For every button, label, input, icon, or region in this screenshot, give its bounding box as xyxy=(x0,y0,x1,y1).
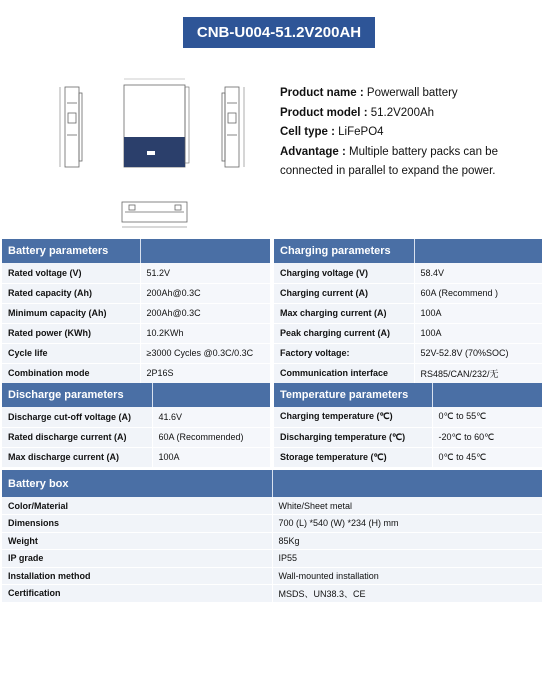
page-title-banner xyxy=(183,17,375,48)
row-value: 0℃ to 55℃ xyxy=(432,407,542,427)
row-label: Charging current (A) xyxy=(274,283,414,303)
row-label: Charging voltage (V) xyxy=(274,263,414,283)
row-value: Wall-mounted installation xyxy=(272,567,542,585)
row-label: Charging temperature (℃) xyxy=(274,407,432,427)
charging-parameters-table xyxy=(274,239,542,384)
row-value: 60A (Recommended) xyxy=(152,427,270,447)
product-model: Product model : 51.2V200Ah xyxy=(280,106,435,119)
battery-box-table xyxy=(2,470,542,603)
row-value: 100A xyxy=(152,447,270,467)
row-value: White/Sheet metal xyxy=(272,497,542,515)
page-title: CNB-U004-51.2V200AH xyxy=(196,24,362,41)
row-value: 0℃ to 45℃ xyxy=(432,447,542,467)
row-label: Minimum capacity (Ah) xyxy=(2,303,140,323)
row-label: Color/Material xyxy=(2,497,272,515)
row-label: IP grade xyxy=(2,550,272,568)
row-label: Weight xyxy=(2,532,272,550)
side-view-left xyxy=(60,87,82,167)
row-label: Cycle life xyxy=(2,343,140,363)
row-value: 85Kg xyxy=(272,532,542,550)
row-label: Discharge cut-off voltage (A) xyxy=(2,407,152,427)
row-value: RS485/CAN/232/无 xyxy=(414,363,542,383)
product-name: Product name : Powerwall battery xyxy=(280,87,458,99)
battery-box-header: Battery box xyxy=(2,470,272,497)
front-view xyxy=(124,79,189,167)
cell-type: Cell type : LiFePO4 xyxy=(280,126,384,138)
row-value: 10.2KWh xyxy=(140,323,270,343)
row-value: 100A xyxy=(414,303,542,323)
row-label: Communication interface xyxy=(274,363,414,383)
row-value: 51.2V xyxy=(140,263,270,283)
row-label: Rated discharge current (A) xyxy=(2,427,152,447)
row-label: Dimensions xyxy=(2,515,272,533)
row-label: Discharging temperature (℃) xyxy=(274,427,432,447)
row-value: 41.6V xyxy=(152,407,270,427)
row-label: Storage temperature (℃) xyxy=(274,447,432,467)
row-value: -20℃ to 60℃ xyxy=(432,427,542,447)
row-value: 58.4V xyxy=(414,263,542,283)
row-value: 200Ah@0.3C xyxy=(140,303,270,323)
row-value: ≥3000 Cycles @0.3C/0.3C xyxy=(140,343,270,363)
charging-parameters-header: Charging parameters xyxy=(274,239,414,263)
product-info xyxy=(280,84,530,182)
row-value: 100A xyxy=(414,323,542,343)
row-label: Combination mode xyxy=(2,363,140,383)
row-value: 52V-52.8V (70%SOC) xyxy=(414,343,542,363)
row-value: MSDS、UN38.3、CE xyxy=(272,585,542,603)
battery-parameters-table xyxy=(2,239,270,384)
row-label: Factory voltage: xyxy=(274,343,414,363)
row-label: Max charging current (A) xyxy=(274,303,414,323)
top-view xyxy=(122,202,187,227)
row-value: 200Ah@0.3C xyxy=(140,283,270,303)
row-value: 60A (Recommend ) xyxy=(414,283,542,303)
row-label: Installation method xyxy=(2,567,272,585)
temperature-parameters-header: Temperature parameters xyxy=(274,383,432,407)
row-label: Rated voltage (V) xyxy=(2,263,140,283)
advantage: Advantage : Multiple battery packs can be connected in parallel to expand the power. xyxy=(280,145,498,177)
battery-technical-drawing xyxy=(55,75,265,235)
row-value: 2P16S xyxy=(140,363,270,383)
temperature-parameters-table xyxy=(274,383,542,468)
discharge-parameters-table xyxy=(2,383,270,468)
row-value: IP55 xyxy=(272,550,542,568)
row-label: Max discharge current (A) xyxy=(2,447,152,467)
battery-parameters-header: Battery parameters xyxy=(2,239,140,263)
discharge-parameters-header: Discharge parameters xyxy=(2,383,152,407)
row-value: 700 (L) *540 (W) *234 (H) mm xyxy=(272,515,542,533)
row-label: Rated power (KWh) xyxy=(2,323,140,343)
row-label: Rated capacity (Ah) xyxy=(2,283,140,303)
row-label: Peak charging current (A) xyxy=(274,323,414,343)
side-view-right xyxy=(222,87,244,167)
row-label: Certification xyxy=(2,585,272,603)
